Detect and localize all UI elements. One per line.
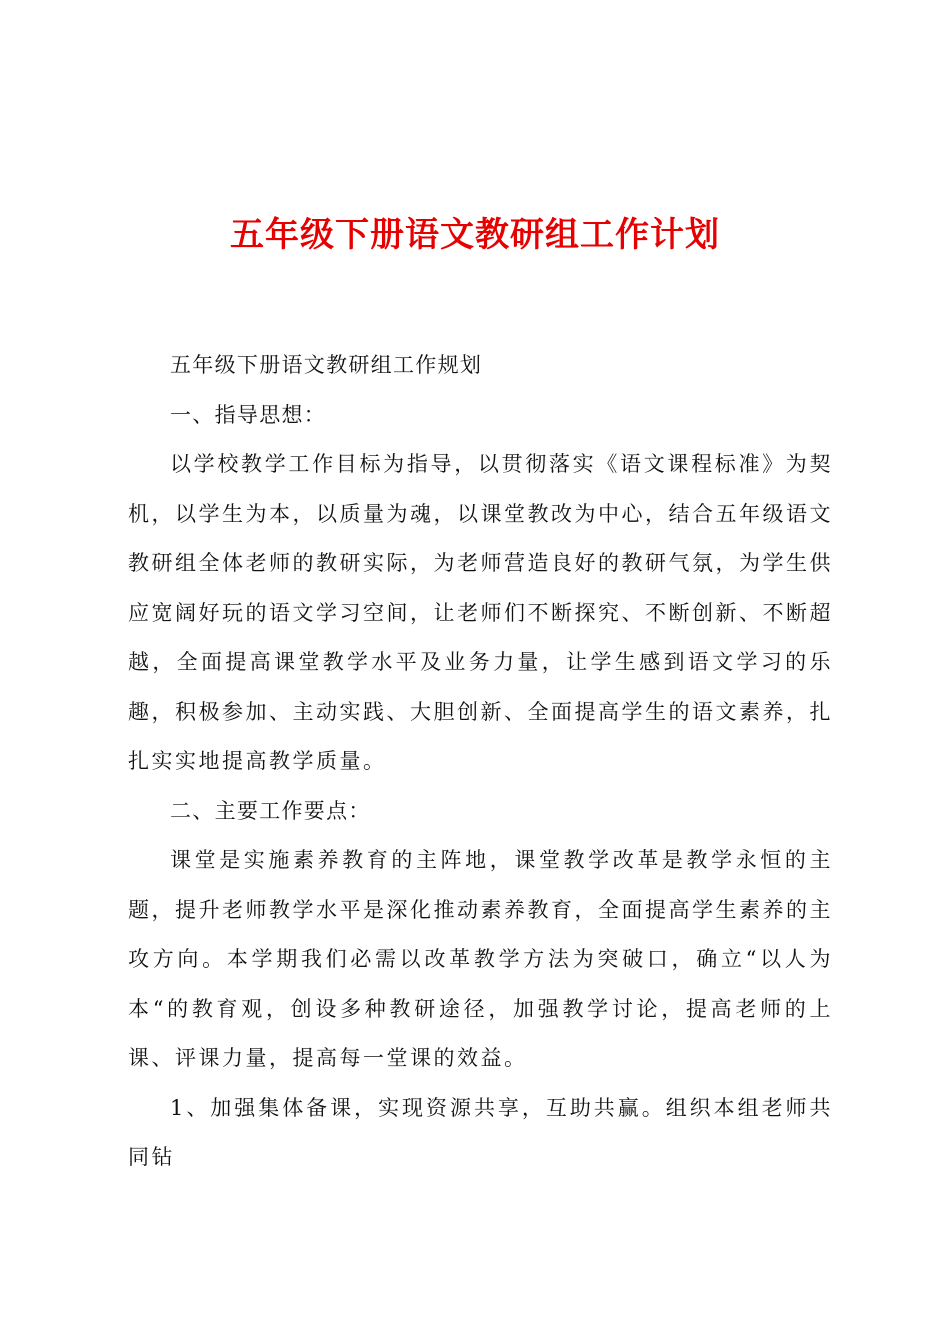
section-heading-guiding-ideology: 一、指导思想： [170,402,327,427]
paragraph-guiding-ideology: 以学校教学工作目标为指导，以贯彻落实《语文课程标准》为契机，以学生为本，以质量为魂，以课堂教改为中心，结合五年级语文教研组全体老师的教研实际，为老师营造良好的教研气氛，为学生供应宽阔好玩的语文学习空间，让老师们不断探究、不断创新、不断超越，全面提高课堂教学水平及业务力量，让学生感到语文学习的乐趣，积极参加、主动实践、大胆创新、全面提高学生的语文素养，扎扎实实地提高教学质量。 [128,452,833,773]
paragraph-item-1: 1、加强集体备课，实现资源共享，互助共赢。组织本组老师共同钻 [128,1095,833,1169]
document-title: 五年级下册语文教研组工作计划 [230,215,720,255]
document-body [128,341,833,1183]
section-heading-work-points: 二、主要工作要点： [170,798,371,823]
plan-subtitle: 五年级下册语文教研组工作规划 [170,353,483,377]
paragraph-work-points: 课堂是实施素养教育的主阵地，课堂教学改革是教学永恒的主题，提升老师教学水平是深化推动素养教育，全面提高学生素养的主攻方向。本学期我们必需以改革教学方法为突破口，确立“以人为本“的教育观，创设多种教研途径，加强教学讨论，提高老师的上课、评课力量，提高每一堂课的效益。 [128,848,833,1070]
